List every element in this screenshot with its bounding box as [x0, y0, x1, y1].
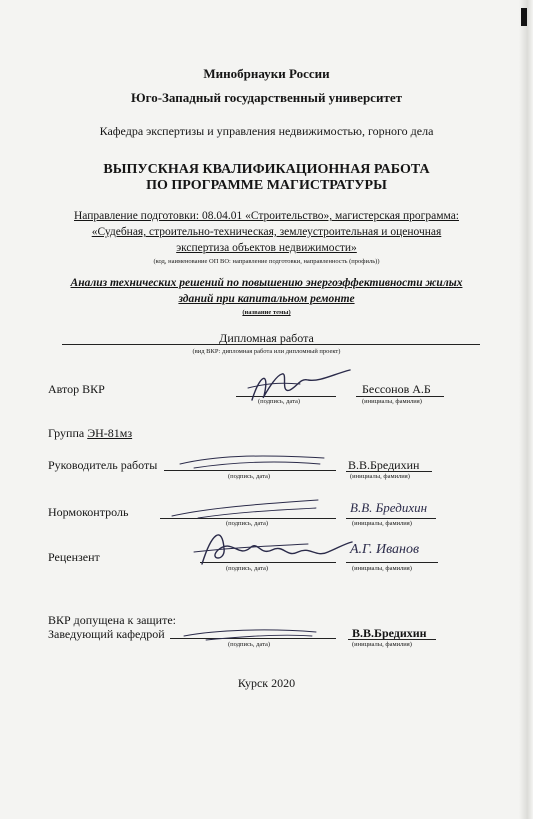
author-name: Бессонов А.Б: [362, 382, 431, 396]
author-label: Автор ВКР: [48, 382, 105, 396]
direction-line1: Направление подготовки: 08.04.01 «Строительство», магистерская программа:: [74, 210, 459, 222]
author-sig-caption: (подпись, дата): [258, 398, 301, 405]
group-label: Группа: [48, 426, 85, 440]
head-sig-caption: (подпись, дата): [228, 641, 271, 648]
reviewer-name-handwritten: А.Г. Иванов: [350, 542, 420, 557]
admission-text: ВКР допущена к защите:: [48, 613, 176, 627]
reviewer-signature: [188, 522, 358, 570]
normcontrol-signature: [168, 494, 328, 522]
direction-caption: (код, наименование ОП ВО: направление подготовки, направленность (профиль)): [153, 258, 380, 265]
supervisor-label: Руководитель работы: [48, 458, 158, 472]
scan-edge-shadow: [519, 0, 533, 819]
normcontrol-name-handwritten: В.В. Бредихин: [350, 500, 428, 515]
head-name-line: [348, 639, 436, 640]
work-title-line2: ПО ПРОГРАММЕ МАГИСТРАТУРЫ: [146, 178, 387, 193]
head-name: В.В.Бредихин: [352, 626, 427, 640]
supervisor-name-line: [346, 471, 432, 472]
reviewer-sig-caption: (подпись, дата): [226, 565, 269, 572]
head-name-caption: (инициалы, фамилия): [352, 641, 412, 648]
direction-line3: экспертиза объектов недвижимости»: [176, 242, 357, 254]
topic-line2: зданий при капитальном ремонте: [178, 293, 355, 305]
reviewer-name-caption: (инициалы, фамилия): [352, 565, 412, 572]
topic-line1: Анализ технических решений по повышению энергоэффективности жилых: [70, 277, 463, 289]
university-name: Юго-Западный государственный университет: [131, 90, 402, 105]
supervisor-sig-caption: (подпись, дата): [228, 473, 271, 480]
direction-line2: «Судебная, строительно-техническая, землеустроительная и оценочная: [91, 226, 442, 238]
group-value: ЭН-81мз: [87, 426, 133, 440]
city-year: Курск 2020: [237, 676, 296, 690]
work-type-caption: (вид ВКР: дипломная работа или дипломный проект): [192, 348, 341, 355]
department-name: Кафедра экспертизы и управления недвижимостью, горного дела: [99, 124, 434, 138]
head-of-department-label: Заведующий кафедрой: [48, 627, 165, 641]
topic-caption: (название темы): [242, 309, 291, 316]
ministry-name: Минобрнауки России: [203, 66, 330, 81]
normcontrol-label: Нормоконтроль: [48, 505, 129, 519]
normcontrol-name-caption: (инициалы, фамилия): [352, 520, 412, 527]
supervisor-name-caption: (инициалы, фамилия): [350, 473, 410, 480]
supervisor-name: В.В.Бредихин: [348, 458, 420, 472]
group-row: [48, 426, 132, 441]
author-name-caption: (инициалы, фамилия): [362, 398, 422, 405]
reviewer-name-line: [346, 562, 438, 563]
work-title-line1: ВЫПУСКНАЯ КВАЛИФИКАЦИОННАЯ РАБОТА: [103, 162, 430, 177]
normcontrol-sig-caption: (подпись, дата): [226, 520, 269, 527]
author-name-line: [356, 396, 444, 397]
reviewer-label: Рецензент: [48, 550, 100, 564]
supervisor-signature: [174, 448, 334, 474]
work-type-value: Дипломная работа: [219, 331, 314, 345]
scan-edge-mark: [521, 8, 527, 26]
normcontrol-name-line: [346, 518, 436, 519]
